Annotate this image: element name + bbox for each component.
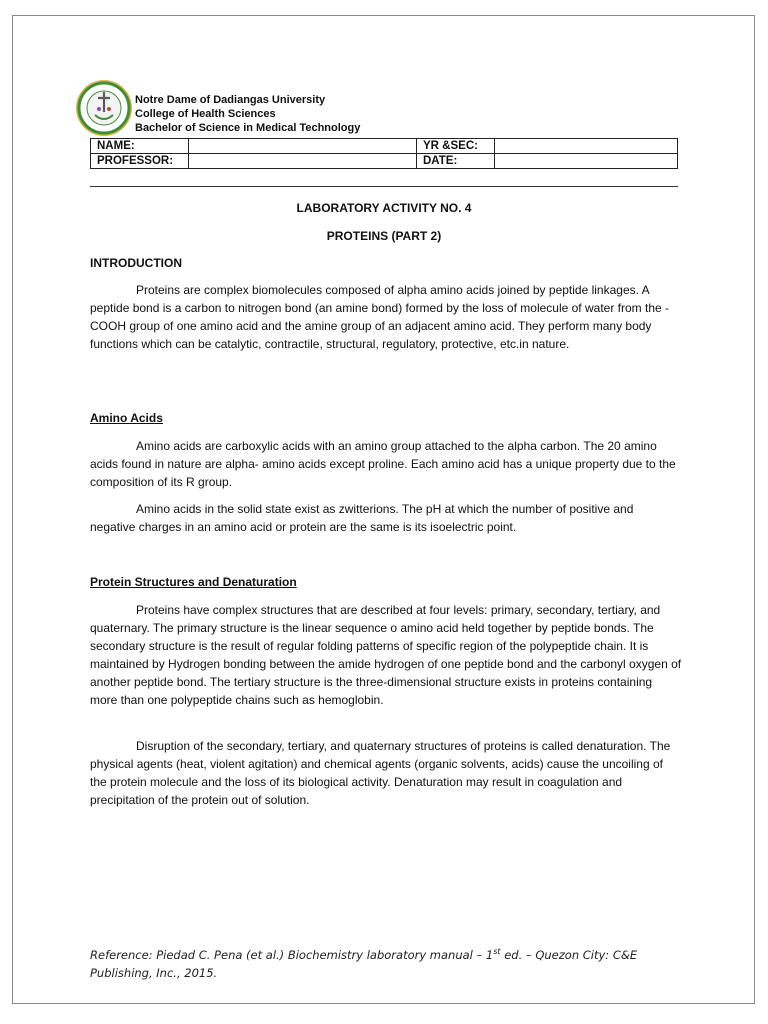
college-name: College of Health Sciences [135,108,276,120]
amino-acids-paragraph-1: Amino acids are carboxylic acids with an amino group attached to the alpha carbon. The 20 amino acids found in nature are alpha- amino acids except proline. Each amino acid has a unique property due to the composition of its R group. [90,439,676,489]
date-field[interactable] [495,154,678,169]
yr-sec-label: YR &SEC: [417,139,495,154]
amino-acids-paragraph-2: Amino acids in the solid state exist as zwitterions. The pH at which the number of positive and negative charges in an amino acid or protein are the same is its isoelectric point. [90,502,634,534]
university-name: Notre Dame of Dadiangas University [135,94,326,106]
reference-prefix: Reference: Piedad C. Pena (et al.) Biochemistry laboratory manual – 1 [90,947,494,962]
introduction-paragraph: Proteins are complex biomolecules composed of alpha amino acids joined by peptide linkages. A peptide bond is a carbon to nitrogen bond (an amine bond) formed by the loss of molecule of water from the -COOH group of one amino acid and the amine group of an adjacent amino acid. They perform many body functions which can be catalytic, contractile, structural, regulatory, protective, etc.in nature. [90,283,669,351]
introduction-heading: INTRODUCTION [90,256,182,270]
divider [90,186,678,187]
program-name: Bachelor of Science in Medical Technology [135,122,361,134]
reference-suffix: ed. – Quezon City: C&E Publishing, Inc., 2015. [90,947,638,980]
reference-superscript: st [493,947,501,956]
institution-header [135,93,360,135]
structures-paragraph-1: Proteins have complex structures that are described at four levels: primary, secondary, tertiary, and quaternary. The primary structure is the linear sequence o amino acid held together by peptide bonds. The secondary structure is the result of regular folding patterns of specific region of the polypeptide chain. It is maintained by Hydrogen bonding between the amide hydrogen of one peptide bond and the carbonyl oxygen of another peptide bond. The tertiary structure is the three-dimensional structure exists in proteins containing more than one polypeptide chains such as hemoglobin. [90,603,682,707]
name-field[interactable] [189,139,417,154]
table-row [91,139,678,154]
structures-paragraph-2: Disruption of the secondary, tertiary, and quaternary structures of proteins is called denaturation. The physical agents (heat, violent agitation) and chemical agents (organic solvents, acids) cause the uncoiling of the protein molecule and the loss of its biological activity. Denaturation may result in coagulation and precipitation of the protein out of solution. [90,739,671,807]
activity-title: LABORATORY ACTIVITY NO. 4 [296,201,472,215]
professor-label: PROFESSOR: [91,154,189,169]
reference-citation [90,943,690,982]
date-label: DATE: [417,154,495,169]
name-label: NAME: [91,139,189,154]
table-row [91,154,678,169]
professor-field[interactable] [189,154,417,169]
university-seal-icon [75,79,133,137]
topic-title: PROTEINS (PART 2) [326,229,442,243]
student-info-table [90,138,678,169]
yr-sec-field[interactable] [495,139,678,154]
structures-heading: Protein Structures and Denaturation [90,575,297,589]
amino-acids-heading: Amino Acids [90,411,163,425]
